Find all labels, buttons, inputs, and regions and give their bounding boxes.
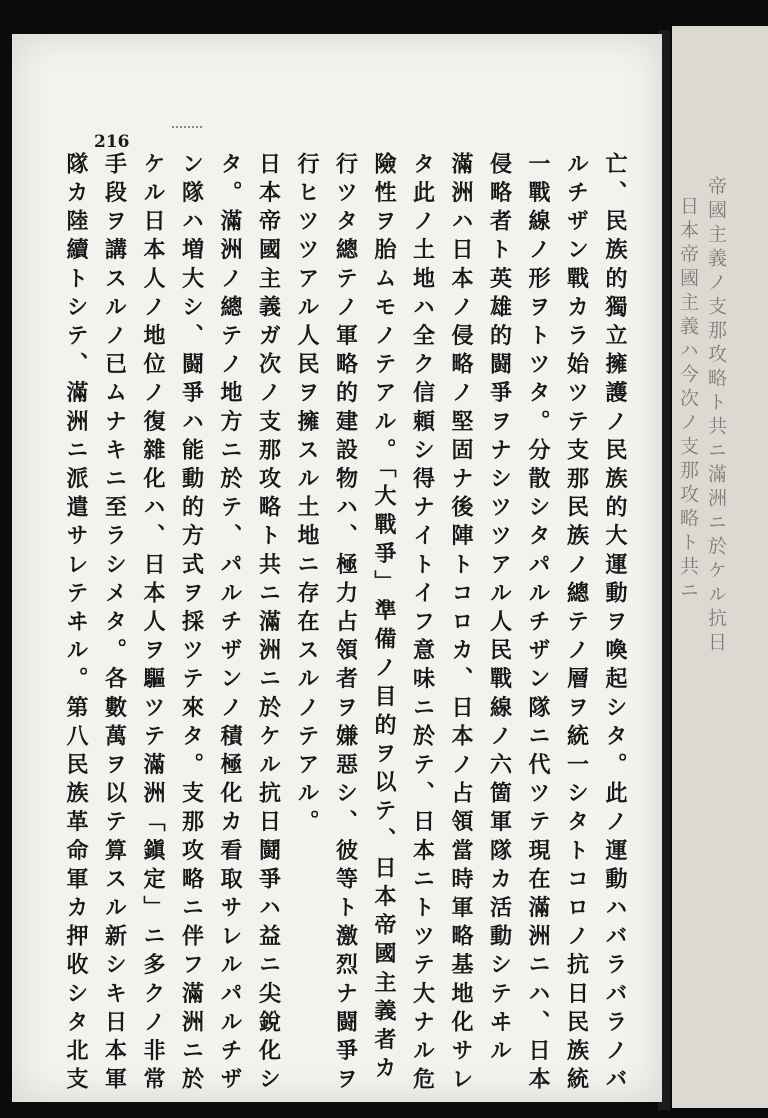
text-column: 一戰線ノ形ヲトツタ。分散シタパルチザン隊ニ代ツテ現在滿洲ニハ、日本 (525, 152, 551, 1096)
text-column: ン隊ハ増大シ、闘爭ハ能動的方式ヲ採ツテ來タ。支那攻略ニ伴フ滿洲ニ於 (178, 152, 205, 1096)
facing-page-column: 帝國主義ノ支那攻略ト共ニ滿洲ニ於ケル抗日 (705, 176, 727, 656)
text-column: ルチザン戰カラ始ツテ支那民族ノ總テノ層ヲ統一シタトコロノ抗日民族統 (563, 152, 590, 1096)
text-column: 手段ヲ講スルノ已ムナキニ至ラシメタ。各數萬ヲ以テ算スル新シキ日本軍 (101, 152, 128, 1096)
vertical-text-body (63, 152, 628, 1096)
page-number: 216 (94, 132, 130, 152)
facing-page (672, 26, 768, 1108)
text-column: 日本帝國主義ガ次ノ支那攻略ト共ニ滿洲ニ於ケル抗日鬪爭ハ益ニ尖銳化シ (255, 152, 282, 1096)
text-column: 險性ヲ胎ムモノテアル。「大戰爭」準備ノ目的ヲ以テ、日本帝國主義者カ (371, 152, 397, 1085)
text-column: 行ヒツツアル人民ヲ擁スル土地ニ存在スルノテアル。 (294, 152, 320, 839)
text-column: タ。滿洲ノ總テノ地方ニ於テ、パルチザンノ積極化カ看取サレルパルチザ (217, 152, 243, 1096)
text-column: 滿洲ハ日本ノ侵略ノ堅固ナ後陣トコロカ、日本ノ占領當時軍略基地化サレ (448, 152, 474, 1096)
text-column: タ此ノ土地ハ全ク信頼シ得ナイトイフ意味ニ於テ、日本ニトツテ大ナル危 (409, 152, 436, 1096)
text-column: 侵略者ト英雄的闘爭ヲナシツツアル人民戰線ノ六箇軍隊カ活動シテヰル (486, 152, 513, 1068)
margin-mark (172, 126, 202, 132)
text-column: ケル日本人ノ地位ノ復雜化ハ、日本人ヲ驅ツテ滿洲「鎭定」ニ多クノ非常 (140, 152, 166, 1096)
text-column: 隊カ陸續トシテ、滿洲ニ派遣サレテヰル。第八民族革命軍カ押收シタ北支 (63, 152, 89, 1096)
facing-page-column: 日本帝國主義ハ今次ノ支那攻略ト共ニ (677, 196, 699, 604)
text-column: 行ツタ總テノ軍略的建設物ハ、極力占領者ヲ嫌惡シ、彼等ト激烈ナ闘爭ヲ (332, 152, 359, 1096)
text-column: 亡、民族的獨立擁護ノ民族的大運動ヲ喚起シタ。此ノ運動ハバラバラノバ (602, 152, 628, 1096)
